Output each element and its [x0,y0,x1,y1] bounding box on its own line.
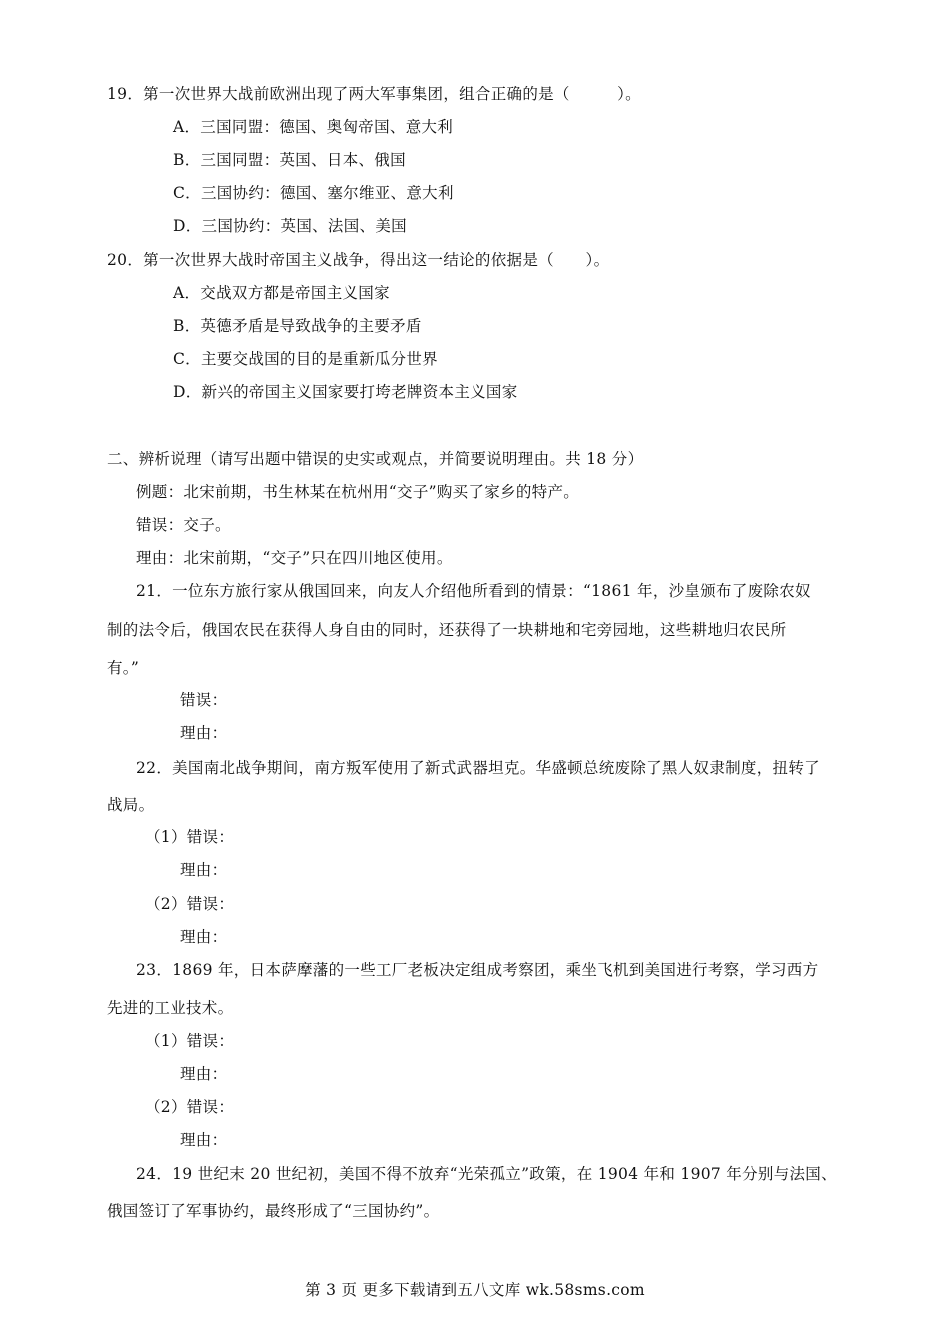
question-23-error-1: （1）错误： [145,1032,235,1050]
question-22-error-2: （2）错误： [145,895,235,913]
question-23-reason-1: 理由： [180,1065,228,1083]
question-19-stem: 19．第一次世界大战前欧洲出现了两大军事集团，组合正确的是（ ）。 [107,85,641,103]
question-23-error-2: （2）错误： [145,1098,235,1116]
question-22-line-2: 战局。 [107,796,155,814]
question-21-line-1: 21．一位东方旅行家从俄国回来，向友人介绍他所看到的情景：“1861 年，沙皇颁布了废除农奴 [136,582,811,600]
question-21-line-2: 制的法令后，俄国农民在获得人身自由的同时，还获得了一块耕地和宅旁园地，这些耕地归农民所 [107,621,787,639]
question-21-line-3: 有。” [107,659,140,677]
question-24-line-2: 俄国签订了军事协约，最终形成了“三国协约”。 [107,1202,440,1220]
question-20-option-c: C．主要交战国的目的是重新瓜分世界 [173,350,438,368]
question-21-error: 错误： [180,691,228,709]
example-reason: 理由：北宋前期，“交子”只在四川地区使用。 [136,549,453,567]
example-question: 例题：北宋前期，书生林某在杭州用“交子”购买了家乡的特产。 [136,483,580,501]
example-error: 错误：交子。 [136,516,231,534]
question-24-line-1: 24．19 世纪末 20 世纪初，美国不得不放弃“光荣孤立”政策，在 1904 年和 1907 年分别与法国、 [136,1165,837,1183]
question-19-option-c: C．三国协约：德国、塞尔维亚、意大利 [173,184,454,202]
section-2-heading: 二、辨析说理（请写出题中错误的史实或观点，并简要说明理由。共 18 分） [107,450,644,468]
question-22-line-1: 22．美国南北战争期间，南方叛军使用了新式武器坦克。华盛顿总统废除了黑人奴隶制度，扭转了 [136,759,820,777]
question-20-option-b: B．英德矛盾是导致战争的主要矛盾 [173,317,422,335]
question-20-option-d: D．新兴的帝国主义国家要打垮老牌资本主义国家 [173,383,518,401]
question-23-line-2: 先进的工业技术。 [107,999,234,1017]
question-20-option-a: A．交战双方都是帝国主义国家 [173,284,390,302]
question-22-reason-2: 理由： [180,928,228,946]
page-footer: 第 3 页 更多下载请到五八文库 wk.58sms.com [305,1281,645,1299]
question-19-option-a: A．三国同盟：德国、奥匈帝国、意大利 [173,118,454,136]
question-23-line-1: 23．1869 年，日本萨摩藩的一些工厂老板决定组成考察团，乘坐飞机到美国进行考察，学习西方 [136,961,819,979]
question-19-option-b: B．三国同盟：英国、日本、俄国 [173,151,406,169]
question-20-stem: 20．第一次世界大战时帝国主义战争，得出这一结论的依据是（ ）。 [107,251,610,269]
question-22-reason-1: 理由： [180,861,228,879]
question-21-reason: 理由： [180,724,228,742]
question-19-option-d: D．三国协约：英国、法国、美国 [173,217,407,235]
question-22-error-1: （1）错误： [145,828,235,846]
question-23-reason-2: 理由： [180,1131,228,1149]
